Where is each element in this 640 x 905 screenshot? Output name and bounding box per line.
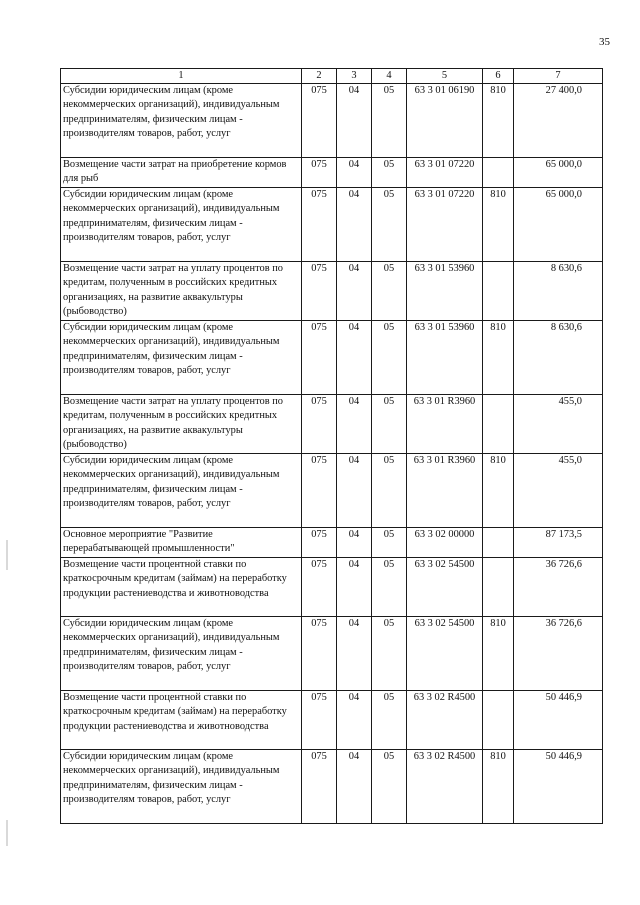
table-row (61, 321, 603, 395)
table-row (61, 750, 603, 824)
row-target-article-cell: 63 3 01 R3960 (407, 454, 483, 528)
row-subsection-cell: 05 (372, 528, 407, 558)
row-target-article-cell: 63 3 02 54500 (407, 617, 483, 691)
row-amount-cell: 50 446,9 (514, 691, 603, 750)
row-subsection-cell: 05 (372, 188, 407, 262)
row-ministry-code-cell: 075 (302, 395, 337, 454)
row-name-cell: Возмещение части затрат на приобретение кормов для рыб (61, 158, 302, 188)
row-target-article-cell: 63 3 02 00000 (407, 528, 483, 558)
row-subsection-cell: 05 (372, 691, 407, 750)
header-cell-6: 6 (483, 69, 514, 84)
table-row (61, 617, 603, 691)
row-section-cell: 04 (337, 558, 372, 617)
row-expense-type-cell: 810 (483, 321, 514, 395)
row-section-cell: 04 (337, 750, 372, 824)
row-expense-type-cell (483, 262, 514, 321)
table-row (61, 158, 603, 188)
table-row (61, 395, 603, 454)
row-expense-type-cell (483, 528, 514, 558)
row-name-cell: Возмещение части процентной ставки по краткосрочным кредитам (займам) на переработку продукции растениеводства и животноводства (61, 558, 302, 617)
row-subsection-cell: 05 (372, 321, 407, 395)
row-amount-cell: 27 400,0 (514, 84, 603, 158)
row-amount-cell: 65 000,0 (514, 158, 603, 188)
table-row (61, 188, 603, 262)
table-row (61, 691, 603, 750)
row-target-article-cell: 63 3 02 R4500 (407, 750, 483, 824)
row-ministry-code-cell: 075 (302, 262, 337, 321)
row-expense-type-cell (483, 158, 514, 188)
row-subsection-cell: 05 (372, 454, 407, 528)
row-amount-cell: 87 173,5 (514, 528, 603, 558)
header-cell-7: 7 (514, 69, 603, 84)
row-expense-type-cell (483, 691, 514, 750)
table-row (61, 454, 603, 528)
row-ministry-code-cell: 075 (302, 158, 337, 188)
row-expense-type-cell (483, 558, 514, 617)
row-section-cell: 04 (337, 188, 372, 262)
header-cell-1: 1 (61, 69, 302, 84)
row-section-cell: 04 (337, 395, 372, 454)
table-row (61, 262, 603, 321)
row-subsection-cell: 05 (372, 395, 407, 454)
row-ministry-code-cell: 075 (302, 617, 337, 691)
row-subsection-cell: 05 (372, 158, 407, 188)
row-section-cell: 04 (337, 84, 372, 158)
row-name-cell: Субсидии юридическим лицам (кроме некоммерческих организаций), индивидуальным предпринимателям, физическим лицам - производителям товаров, работ, услуг (61, 454, 302, 528)
row-amount-cell: 455,0 (514, 454, 603, 528)
row-ministry-code-cell: 075 (302, 691, 337, 750)
row-target-article-cell: 63 3 01 R3960 (407, 395, 483, 454)
header-cell-4: 4 (372, 69, 407, 84)
row-section-cell: 04 (337, 158, 372, 188)
row-name-cell: Субсидии юридическим лицам (кроме некоммерческих организаций), индивидуальным предпринимателям, физическим лицам - производителям товаров, работ, услуг (61, 321, 302, 395)
binder-mark (6, 540, 8, 570)
row-ministry-code-cell: 075 (302, 558, 337, 617)
row-ministry-code-cell: 075 (302, 750, 337, 824)
row-target-article-cell: 63 3 01 07220 (407, 188, 483, 262)
table-row (61, 84, 603, 158)
row-section-cell: 04 (337, 617, 372, 691)
row-subsection-cell: 05 (372, 750, 407, 824)
row-subsection-cell: 05 (372, 262, 407, 321)
row-ministry-code-cell: 075 (302, 454, 337, 528)
row-amount-cell: 8 630,6 (514, 321, 603, 395)
row-section-cell: 04 (337, 528, 372, 558)
row-name-cell: Субсидии юридическим лицам (кроме некоммерческих организаций), индивидуальным предпринимателям, физическим лицам - производителям товаров, работ, услуг (61, 84, 302, 158)
row-expense-type-cell: 810 (483, 84, 514, 158)
row-name-cell: Субсидии юридическим лицам (кроме некоммерческих организаций), индивидуальным предпринимателям, физическим лицам - производителям товаров, работ, услуг (61, 188, 302, 262)
row-target-article-cell: 63 3 02 54500 (407, 558, 483, 617)
binder-mark (6, 820, 8, 846)
row-expense-type-cell: 810 (483, 454, 514, 528)
budget-table (60, 68, 603, 824)
row-target-article-cell: 63 3 01 07220 (407, 158, 483, 188)
row-ministry-code-cell: 075 (302, 321, 337, 395)
row-expense-type-cell (483, 395, 514, 454)
row-expense-type-cell: 810 (483, 188, 514, 262)
row-section-cell: 04 (337, 262, 372, 321)
row-name-cell: Возмещение части затрат на уплату процентов по кредитам, полученным в российских кредитных организациях, на развитие аквакультуры (рыбоводство) (61, 262, 302, 321)
row-target-article-cell: 63 3 01 53960 (407, 321, 483, 395)
header-cell-3: 3 (337, 69, 372, 84)
row-ministry-code-cell: 075 (302, 84, 337, 158)
row-subsection-cell: 05 (372, 617, 407, 691)
row-amount-cell: 50 446,9 (514, 750, 603, 824)
page-number: 35 (599, 36, 610, 48)
row-subsection-cell: 05 (372, 84, 407, 158)
row-target-article-cell: 63 3 02 R4500 (407, 691, 483, 750)
row-name-cell: Возмещение части процентной ставки по краткосрочным кредитам (займам) на переработку продукции растениеводства и животноводства (61, 691, 302, 750)
row-name-cell: Возмещение части затрат на уплату процентов по кредитам, полученным в российских кредитных организациях, на развитие аквакультуры (рыбоводство) (61, 395, 302, 454)
row-amount-cell: 36 726,6 (514, 558, 603, 617)
row-subsection-cell: 05 (372, 558, 407, 617)
row-expense-type-cell: 810 (483, 750, 514, 824)
row-target-article-cell: 63 3 01 06190 (407, 84, 483, 158)
row-name-cell: Субсидии юридическим лицам (кроме некоммерческих организаций), индивидуальным предпринимателям, физическим лицам - производителям товаров, работ, услуг (61, 750, 302, 824)
header-cell-5: 5 (407, 69, 483, 84)
row-target-article-cell: 63 3 01 53960 (407, 262, 483, 321)
table-row (61, 528, 603, 558)
row-amount-cell: 8 630,6 (514, 262, 603, 321)
row-expense-type-cell: 810 (483, 617, 514, 691)
table-row (61, 558, 603, 617)
row-section-cell: 04 (337, 321, 372, 395)
row-name-cell: Субсидии юридическим лицам (кроме некоммерческих организаций), индивидуальным предпринимателям, физическим лицам - производителям товаров, работ, услуг (61, 617, 302, 691)
row-name-cell: Основное мероприятие "Развитие перерабатывающей промышленности" (61, 528, 302, 558)
header-cell-2: 2 (302, 69, 337, 84)
row-section-cell: 04 (337, 691, 372, 750)
row-section-cell: 04 (337, 454, 372, 528)
table-header-row (61, 69, 603, 84)
row-amount-cell: 455,0 (514, 395, 603, 454)
row-amount-cell: 36 726,6 (514, 617, 603, 691)
row-amount-cell: 65 000,0 (514, 188, 603, 262)
row-ministry-code-cell: 075 (302, 188, 337, 262)
row-ministry-code-cell: 075 (302, 528, 337, 558)
